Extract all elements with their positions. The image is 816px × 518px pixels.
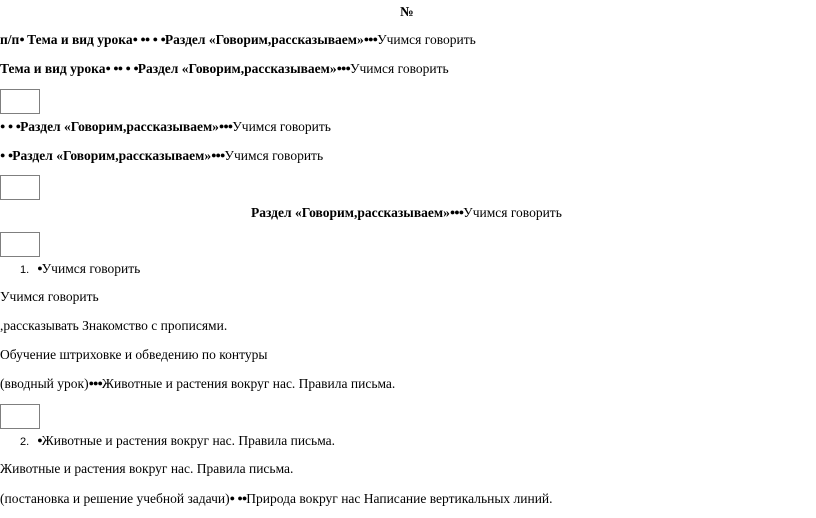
header-row-3 — [0, 118, 331, 135]
row-number-label: п/п — [0, 32, 20, 47]
empty-cell-box — [0, 89, 40, 114]
item-text-line: Учимся говорить — [0, 289, 99, 304]
header-row-5 — [251, 204, 562, 221]
lesson-title: Учимся говорить — [232, 119, 331, 134]
empty-cell-box — [0, 232, 40, 257]
bullet-icon: ●● — [140, 34, 150, 44]
topic-label: Тема и вид урока — [0, 61, 106, 76]
bullet-icon: ● — [229, 493, 235, 503]
bullet-icon: ●●● — [218, 121, 233, 131]
list-item — [20, 432, 335, 450]
bullet-icon: ● — [7, 121, 13, 131]
bullet-icon: ●●● — [211, 150, 225, 160]
number-sign: № — [400, 4, 414, 19]
item-title: Животные и растения вокруг нас. Правила письма. — [41, 433, 336, 448]
bullet-icon: ● — [152, 34, 158, 44]
bullet-icon: ● — [15, 121, 21, 131]
item-text-line: Животные и растения вокруг нас. Правила письма. — [0, 461, 294, 476]
bullet-icon: ● — [133, 63, 138, 73]
empty-cell-box — [0, 175, 40, 200]
next-topic-text: Животные и растения вокруг нас. Правила письма. — [101, 376, 396, 391]
list-item — [20, 260, 140, 278]
lesson-type-label: (постановка и решение учебной задачи) — [0, 491, 230, 506]
bullet-icon: ● — [160, 34, 165, 44]
number-sign-heading — [400, 4, 414, 20]
section-title: Раздел «Говорим,рассказываем» — [164, 32, 364, 47]
bullet-icon: ●●● — [363, 34, 378, 44]
bullet-icon: ●●● — [449, 207, 464, 217]
bullet-icon: ●● — [237, 493, 247, 503]
bullet-icon: ● — [0, 121, 5, 131]
bullet-icon: ● — [7, 150, 13, 160]
bullet-icon: ● — [37, 263, 42, 273]
lesson-type-label: (вводный урок) — [0, 376, 89, 391]
lesson-title: Учимся говорить — [377, 32, 476, 47]
section-title: Раздел «Говорим,рассказываем» — [20, 119, 219, 134]
lesson-title: Учимся говорить — [224, 148, 324, 163]
lesson-title: Учимся говорить — [463, 205, 562, 220]
item-title: Учимся говорить — [41, 261, 141, 276]
next-topic-text: Природа вокруг нас Написание вертикальных линий. — [246, 491, 553, 506]
bullet-icon: ● — [0, 150, 5, 160]
bullet-icon: ● — [37, 435, 42, 445]
header-row-1 — [0, 31, 476, 48]
bullet-icon: ● — [19, 34, 24, 44]
empty-cell-box — [0, 404, 40, 429]
lesson-title: Учимся говорить — [349, 61, 449, 76]
item-type-line — [0, 375, 395, 392]
header-row-2 — [0, 60, 449, 77]
bullet-icon: ● — [125, 63, 130, 73]
bullet-icon: ●● — [113, 63, 123, 73]
topic-label: Тема и вид урока — [27, 32, 133, 47]
item-text-line: ,рассказывать Знакомство с прописями. — [0, 318, 228, 333]
bullet-icon: ● — [132, 34, 138, 44]
bullet-icon: ●●● — [88, 378, 102, 388]
section-title: Раздел «Говорим,рассказываем» — [251, 205, 450, 220]
header-row-4 — [0, 147, 323, 164]
item-type-line — [0, 490, 553, 507]
bullet-icon: ●●● — [336, 63, 350, 73]
section-title: Раздел «Говорим,рассказываем» — [12, 148, 212, 163]
bullet-icon: ● — [105, 63, 110, 73]
item-text-line: Обучение штриховке и обведению по контуры — [0, 347, 268, 362]
item-number: 1. — [20, 264, 30, 276]
section-title: Раздел «Говорим,рассказываем» — [137, 61, 337, 76]
item-number: 2. — [20, 436, 30, 448]
